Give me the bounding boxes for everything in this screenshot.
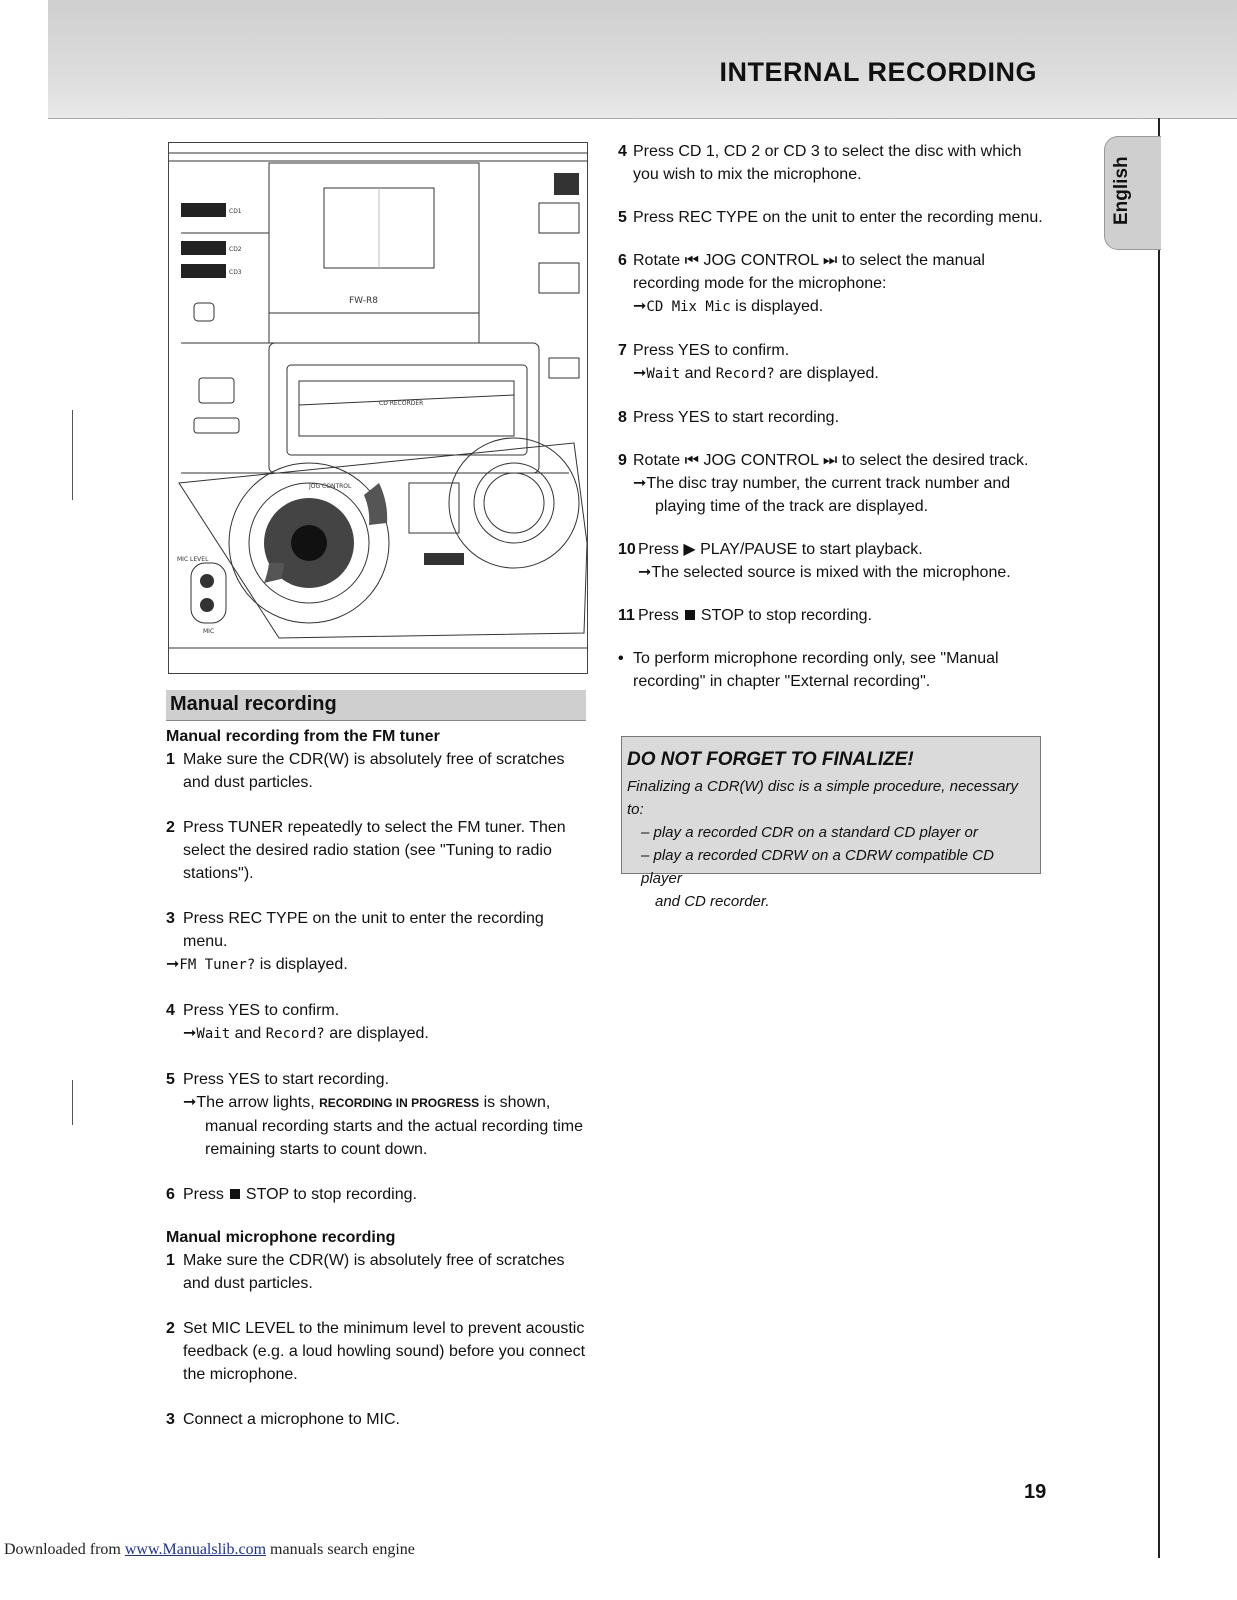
note-line: and CD recorder.	[655, 893, 770, 910]
figure-label-jog: JOG CONTROL	[309, 483, 352, 490]
step-text: Rotate	[633, 252, 681, 269]
footer-text: Downloaded from	[4, 1541, 121, 1558]
step-text: JOG CONTROL	[703, 452, 819, 469]
bullet-text: To perform microphone recording only, see "Manual recording" in chapter "External recording".	[633, 650, 999, 690]
step-number: 6	[618, 252, 627, 269]
display-text: Wait	[196, 1026, 231, 1042]
step-text: Press	[183, 1186, 224, 1203]
margin-mark	[72, 1080, 73, 1125]
step-text: Press YES to confirm.	[633, 342, 790, 359]
step-item	[618, 538, 1050, 584]
step-text: Press REC TYPE on the unit to enter the recording menu.	[183, 910, 544, 950]
subheading-microphone: Manual microphone recording	[166, 1229, 396, 1246]
figure-label-cd3: CD3	[229, 269, 242, 276]
figure-label-mic-level: MIC LEVEL	[177, 556, 209, 563]
stop-icon	[685, 610, 695, 620]
step-item	[166, 1317, 591, 1386]
step-text: STOP to stop recording.	[700, 607, 872, 624]
note-title: DO NOT FORGET TO FINALIZE!	[627, 749, 914, 770]
display-text: CD Mix Mic	[646, 299, 731, 315]
step-text: Press	[638, 607, 679, 624]
device-illustration	[168, 142, 588, 674]
step-item	[166, 1249, 591, 1295]
step-item	[618, 339, 1050, 386]
step-text: Press YES to start recording.	[183, 1071, 390, 1088]
result-line: ➞FM Tuner? is displayed.	[166, 956, 348, 973]
conjunction: and	[684, 365, 712, 382]
result-text: The arrow lights,	[196, 1094, 315, 1111]
step-item	[618, 604, 1050, 627]
page-edge-line	[1158, 118, 1160, 1558]
figure-label-model: FW-R8	[349, 296, 378, 306]
section-title: Manual recording	[170, 693, 337, 715]
finalize-note-box	[621, 736, 1041, 910]
step-number: 5	[166, 1071, 175, 1088]
play-icon: ▶	[683, 541, 696, 558]
step-number: 2	[166, 819, 175, 836]
step-text: Press REC TYPE on the unit to enter the recording menu.	[633, 209, 1043, 226]
step-item	[618, 140, 1050, 186]
page-number: 19	[1024, 1481, 1047, 1503]
left-column	[166, 725, 591, 1431]
step-number: 6	[166, 1186, 175, 1203]
step-item	[166, 1183, 591, 1206]
display-text: Record?	[715, 366, 775, 382]
step-text: Press	[638, 541, 679, 558]
result-line: ➞Wait and Record? are displayed.	[183, 1025, 429, 1042]
display-text: Record?	[265, 1026, 325, 1042]
step-item	[618, 206, 1050, 229]
step-item	[166, 816, 591, 885]
result-line: ➞The arrow lights, RECORDING IN PROGRESS is shown, manual recording starts and the actual recording time remaining starts to count down.	[183, 1094, 583, 1158]
step-number: 2	[166, 1320, 175, 1337]
indicator-text: RECORDING IN PROGRESS	[319, 1096, 480, 1110]
result-line: ➞CD Mix Mic is displayed.	[633, 298, 824, 315]
step-text: Press YES to start recording.	[633, 409, 840, 426]
step-text: PLAY/PAUSE to start playback.	[700, 541, 923, 558]
stop-icon	[230, 1189, 240, 1199]
step-text: Press YES to confirm.	[183, 1002, 340, 1019]
step-item	[618, 406, 1050, 429]
step-item	[618, 449, 1050, 518]
step-number: 3	[166, 1411, 175, 1428]
note-text	[627, 775, 1037, 913]
result-text: is displayed.	[259, 956, 348, 973]
step-text: Make sure the CDR(W) is absolutely free of scratches and dust particles.	[183, 1252, 565, 1292]
subheading-fm-tuner: Manual recording from the FM tuner	[166, 728, 440, 745]
step-number: 5	[618, 209, 627, 226]
step-text: to select the manual recording mode for the microphone:	[633, 252, 985, 292]
step-number: 4	[166, 1002, 175, 1019]
step-text: to select the desired track.	[841, 452, 1029, 469]
step-item	[166, 1408, 591, 1431]
result-text: are displayed.	[329, 1025, 429, 1042]
step-text: Press CD 1, CD 2 or CD 3 to select the disc with which you wish to mix the microphone.	[633, 143, 1022, 183]
result-line: ➞The selected source is mixed with the microphone.	[638, 564, 1011, 581]
right-column	[618, 140, 1050, 693]
language-label: English	[1111, 156, 1132, 225]
margin-mark	[72, 410, 73, 500]
note-line: Finalizing a CDR(W) disc is a simple procedure, necessary to:	[627, 778, 1018, 818]
bullet-item	[618, 647, 1050, 693]
step-number: 3	[166, 910, 175, 927]
result-text: The disc tray number, the current track number and playing time of the track are displayed.	[646, 475, 1011, 515]
previous-icon: ⏮	[684, 452, 699, 469]
figure-label-cd2: CD2	[229, 246, 242, 253]
step-number: 1	[166, 751, 175, 768]
result-line: ➞The disc tray number, the current track number and playing time of the track are displayed.	[633, 475, 1011, 515]
step-text: Rotate	[633, 452, 681, 469]
step-number: 10	[618, 541, 636, 558]
language-tab	[1104, 136, 1161, 250]
step-text: Connect a microphone to MIC.	[183, 1411, 400, 1428]
step-item	[166, 907, 591, 977]
step-number: 4	[618, 143, 627, 160]
result-line: ➞Wait and Record? are displayed.	[633, 365, 879, 382]
display-text: Wait	[646, 366, 681, 382]
footer-link[interactable]: www.Manualslib.com	[124, 1541, 267, 1558]
step-text: Set MIC LEVEL to the minimum level to prevent acoustic feedback (e.g. a loud howling sound) before you connect the microphone.	[183, 1320, 586, 1383]
section-heading-band	[166, 690, 586, 721]
bullet-icon: •	[618, 650, 624, 667]
device-drawing	[169, 143, 587, 673]
step-item	[166, 1068, 591, 1161]
step-number: 9	[618, 452, 627, 469]
note-line: – play a recorded CDRW on a CDRW compatible CD player	[641, 847, 994, 887]
step-text: JOG CONTROL	[703, 252, 819, 269]
step-text: Press TUNER repeatedly to select the FM tuner. Then select the desired radio station (see "Tuning to radio stations").	[183, 819, 566, 882]
step-text: STOP to stop recording.	[245, 1186, 417, 1203]
step-number: 1	[166, 1252, 175, 1269]
result-text: are displayed.	[779, 365, 879, 382]
step-number: 8	[618, 409, 627, 426]
header-band	[48, 0, 1237, 119]
conjunction: and	[234, 1025, 262, 1042]
step-text: Make sure the CDR(W) is absolutely free of scratches and dust particles.	[183, 751, 565, 791]
note-line: – play a recorded CDR on a standard CD player or	[641, 824, 978, 841]
step-number: 7	[618, 342, 627, 359]
step-item	[618, 249, 1050, 319]
next-icon: ⏭	[822, 452, 838, 469]
next-icon: ⏭	[822, 252, 838, 269]
footer-text: manuals search engine	[270, 1541, 415, 1558]
step-item	[166, 999, 591, 1046]
display-text: FM Tuner?	[179, 957, 256, 973]
result-text: The selected source is mixed with the microphone.	[651, 564, 1011, 581]
figure-label-mic: MIC	[203, 628, 215, 635]
step-item	[166, 748, 591, 794]
step-number: 11	[618, 607, 635, 624]
previous-icon: ⏮	[684, 252, 699, 269]
footer	[4, 1541, 415, 1559]
result-text: is displayed.	[735, 298, 824, 315]
figure-label-cd-recorder: CD RECORDER	[379, 400, 424, 407]
figure-label-cd1: CD1	[229, 208, 242, 215]
result-text: is shown, manual recording starts and the actual recording time remaining starts to count down.	[205, 1094, 583, 1158]
page-title: INTERNAL RECORDING	[719, 57, 1037, 87]
